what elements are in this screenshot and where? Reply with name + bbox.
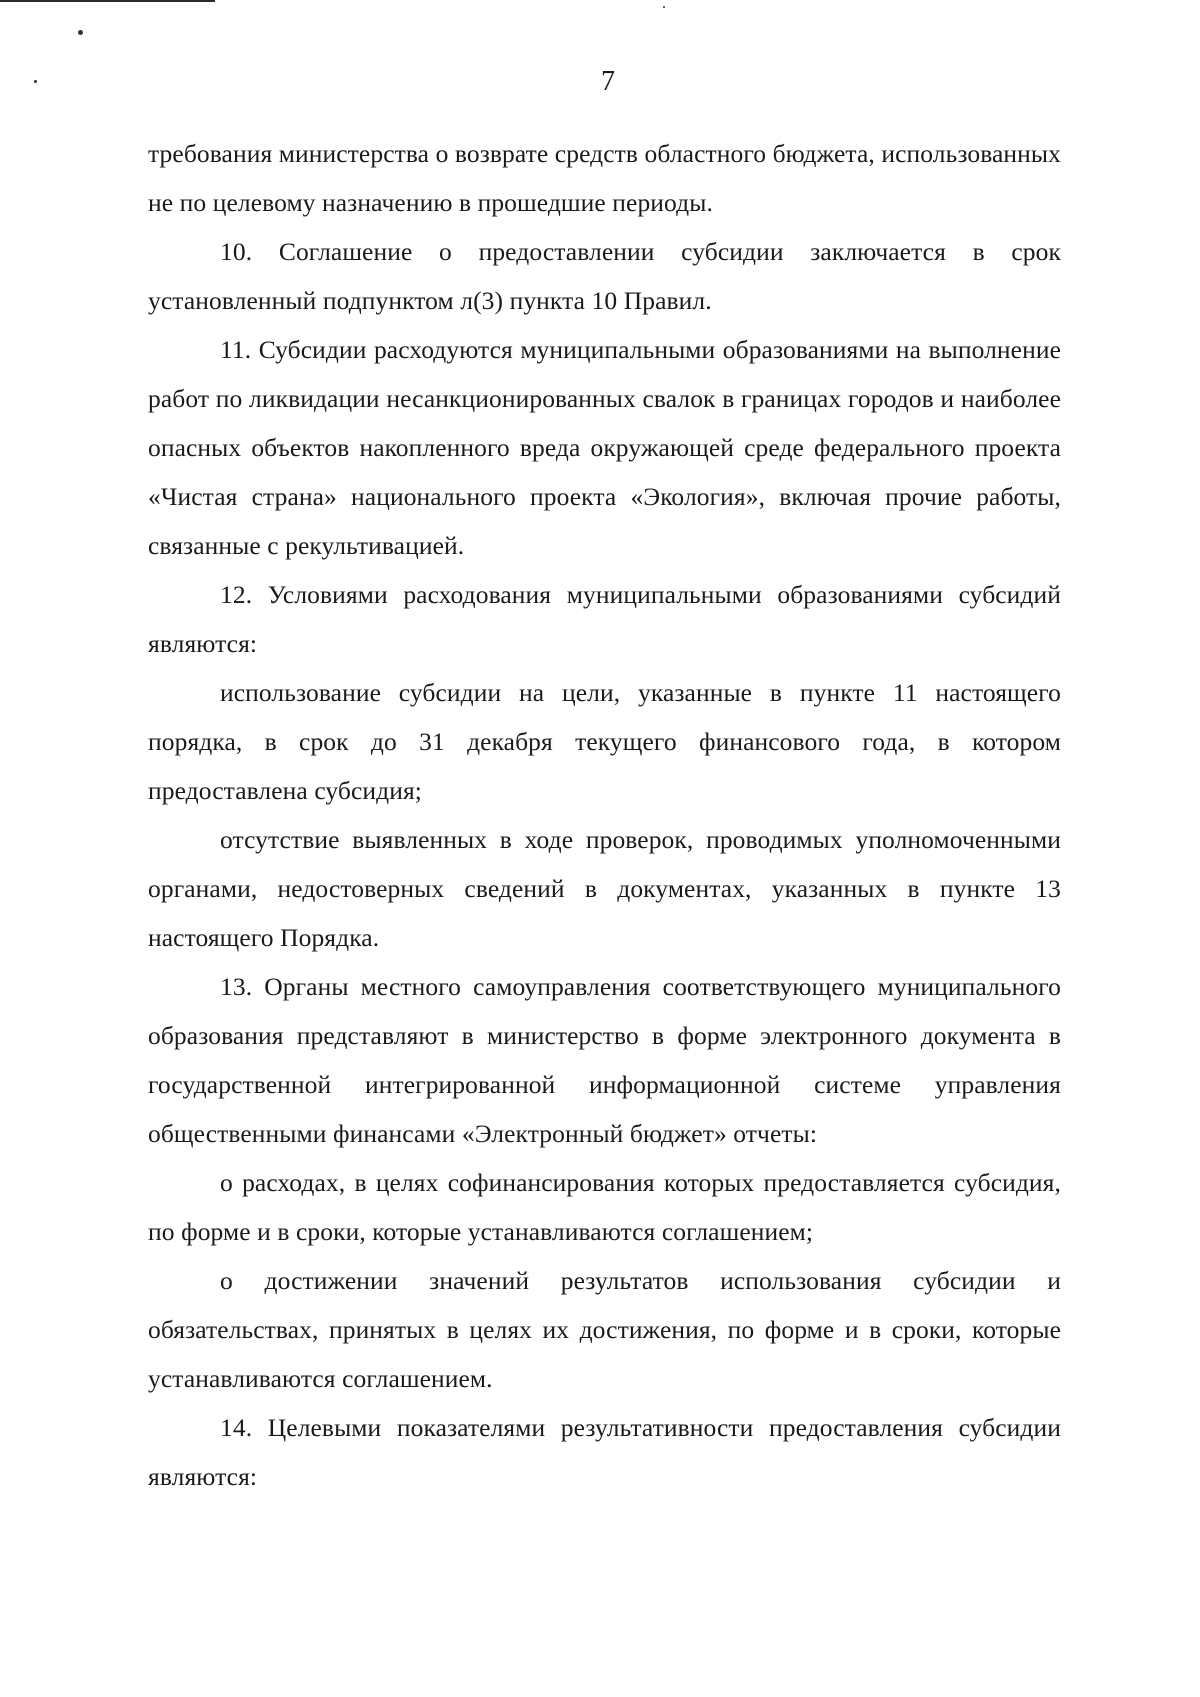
document-body xyxy=(148,129,1061,1501)
scan-speck xyxy=(663,6,665,8)
paragraph-12-condition-1: использование субсидии на цели, указанные в пункте 11 настоящего порядка, в срок до 31 декабря текущего финансового года, в котором предоставлена субсидия; xyxy=(148,678,1061,805)
page-number: 7 xyxy=(601,66,615,97)
paragraph-11: 11. Субсидии расходуются муниципальными образованиями на выполнение работ по ликвидации несанкционированных свалок в границах городов и наиболее опасных объектов накопленного вреда окружающей среде федерального проекта «Чистая страна» национального проекта «Экология», включая прочие работы, связанные с рекультивацией. xyxy=(148,335,1061,560)
scan-edge-line xyxy=(0,0,215,2)
paragraph-13-report-2: о достижении значений результатов использования субсидии и обязательствах, принятых в целях их достижения, по форме и в сроки, которые устанавливаются соглашением. xyxy=(148,1266,1061,1393)
paragraph-13: 13. Органы местного самоуправления соответствующего муниципального образования представляют в министерство в форме электронного документа в государственной интегрированной информационной системе управления общественными финансами «Электронный бюджет» отчеты: xyxy=(148,972,1061,1148)
paragraph-continuation: требования министерства о возврате средств областного бюджета, использованных не по целевому назначению в прошедшие периоды. xyxy=(148,139,1061,217)
paragraph-12: 12. Условиями расходования муниципальными образованиями субсидий являются: xyxy=(148,580,1061,658)
paragraph-10: 10. Соглашение о предоставлении субсидии заключается в срок установленный подпунктом л(3) пункта 10 Правил. xyxy=(148,237,1061,315)
paragraph-12-condition-2: отсутствие выявленных в ходе проверок, проводимых уполномоченными органами, недостоверных сведений в документах, указанных в пункте 13 настоящего Порядка. xyxy=(148,825,1061,952)
paragraph-14: 14. Целевыми показателями результативности предоставления субсидии являются: xyxy=(148,1413,1061,1491)
paragraph-13-report-1: о расходах, в целях софинансирования которых предоставляется субсидия, по форме и в сроки, которые устанавливаются соглашением; xyxy=(148,1168,1061,1246)
scan-speck xyxy=(78,30,83,35)
